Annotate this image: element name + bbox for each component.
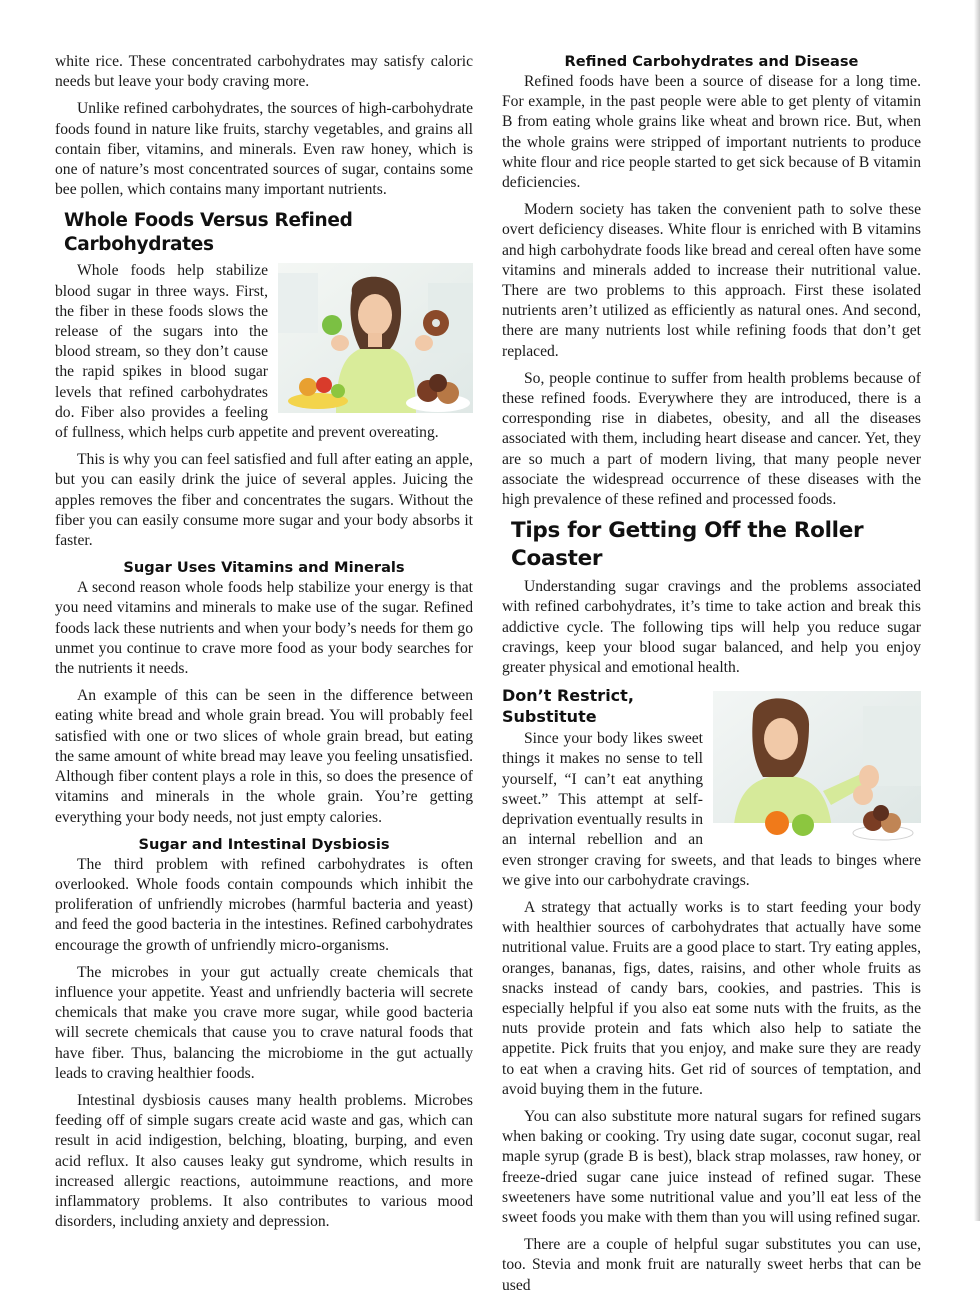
woman-refusing-donuts-illustration: [713, 691, 921, 843]
photo-woman-apple-donut: [278, 263, 473, 413]
subheading-intestinal-dysbiosis: Sugar and Intestinal Dysbiosis: [138, 835, 390, 853]
paragraph: A second reason whole foods help stabilize your energy is that you need vitamins and minerals to make use of the sugar. Refined foods lack these nutrients and when your body’s needs for them go unmet you continue to crave more food as your body searches for the nutrients it needs.: [55, 579, 473, 678]
right-column: [502, 52, 921, 1303]
section-heading-whole-foods: Whole Foods Versus Refined Carbohydrates: [64, 210, 353, 256]
paragraph: So, people continue to suffer from health problems because of these refined foods. Everywhere they are introduced, there is a corresponding rise in diabetes, obesity, and all the diseases associated with them, including heart disease and cancer. Yet, they are so much a part of modern living, that many people never associate the widespread occurrence of these diseases with the high prevalence of these refined and processed foods.: [502, 369, 921, 509]
paragraph: Intestinal dysbiosis causes many health problems. Microbes feeding off of simple sugars create acid waste and gas, which can result in acid indigestion, belching, bloating, burping, and even acid reflux. It also causes leaky gut syndrome, which results in increased allergic reactions, autoimmune reactions, and more inflammatory problems. It also contributes to various mood disorders, including anxiety and depression.: [55, 1091, 473, 1231]
section-heading-tips: Tips for Getting Off the Roller Coaster: [511, 518, 864, 572]
page-edge-shadow: [974, 0, 980, 1221]
paragraph: Understanding sugar cravings and the problems associated with refined carbohydrates, it’s time to take action and break this addictive cycle. The following tips will help you reduce sugar cravings, keep your blood sugar balanced, and help you enjoy greater physical and emotional health.: [502, 578, 921, 677]
subheading-refined-disease: Refined Carbohydrates and Disease: [564, 53, 859, 70]
paragraph: You can also substitute more natural sugars for refined sugars when baking or cooking. Try using date sugar, coconut sugar, real maple syrup (grade B is best), black strap molasses, raw honey, or freeze-dried sugar cane juice instead of refined sugar. These sweeteners have some nutritional value and you’ll eat less of the sweet foods you make with them than you will using refined sugar.: [502, 1107, 921, 1226]
subheading-dont-restrict: Don’t Restrict, Substitute: [502, 686, 634, 727]
paragraph: An example of this can be seen in the difference between eating white bread and whole grain bread. You will probably feel satisfied with one or two slices of whole grain bread, but eating the same amount of white bread may leave you feeling unsatisfied. Although fiber content plays a role in this, so does the presence of vitamins and minerals in the whole grain. You’re getting everything your body needs, not just empty calories.: [55, 687, 473, 826]
paragraph: There are a couple of helpful sugar substitutes you can use, too. Stevia and monk fruit are naturally sweet herbs that can be used: [502, 1236, 921, 1294]
paragraph: This is why you can feel satisfied and full after eating an apple, but you can easily drink the juice of several apples. Juicing the apples removes the fiber and concentrates the sugars. Without the fiber you can easily consume more sugar and your body absorbs it faster.: [55, 451, 473, 550]
subheading-vitamins-minerals: Sugar Uses Vitamins and Minerals: [123, 559, 405, 577]
paragraph: Refined foods have been a source of disease for a long time. For example, in the past people were able to get plenty of vitamin B from eating whole grains like wheat and brown rice. But, when the whole grains were stripped of important nutrients to produce white flour and rice people started to get sick because of B vitamin deficiencies.: [502, 73, 921, 192]
paragraph: The third problem with refined carbohydrates is often overlooked. Whole foods contain compounds which inhibit the proliferation of unfriendly microbes (harmful bacteria and yeast) and feed the good bacteria in the intestines. Refined carbohydrates encourage the growth of unfriendly micro-organisms.: [55, 855, 473, 954]
paragraph: Since your body likes sweet things it makes no sense to tell yourself, “I can’t eat anything sweet.” This attempt at self-deprivation eventually results in an internal rebellion and an even stronger craving for sweets, and that leads to binges where we give into our carbohydrate cravings.: [502, 730, 921, 889]
woman-apple-donut-illustration: [278, 263, 473, 413]
left-column: [55, 52, 473, 1239]
photo-woman-refusing-donuts: [713, 691, 921, 843]
paragraph: The microbes in your gut actually create chemicals that influence your appetite. Yeast and unfriendly bacteria will secrete chemicals that make you crave more sugar, while good bacteria will secrete chemicals that cause you to crave natural foods that have fiber. Thus, balancing the microbiome in the gut actually leads to craving healthier foods.: [55, 963, 473, 1082]
paragraph: Whole foods help stabilize blood sugar in three ways. First, the fiber in these foods slows the release of the sugars into the blood stream, so they don’t cause the rapid spikes in blood sugar levels that refined carbohydrates do. Fiber also provides a feeling of fullness, which helps curb appetite and prevent overeating.: [55, 262, 439, 442]
paragraph: white rice. These concentrated carbohydrates may satisfy caloric needs but leave your body craving more.: [55, 53, 473, 91]
paragraph: A strategy that actually works is to start feeding your body with healthier sources of carbohydrates that actually have some nutritional value. Fruits are a good place to start. Try eating apples, oranges, bananas, figs, dates, raisins, and other whole fruits as snacks instead of candy bars, cookies, and pastries. This is especially helpful if you also eat some nuts with the fruits, as the nuts provide protein and fats which also help to satiate the appetite. Pick fruits that you enjoy, and make sure they are ready to eat when a craving hits. Get rid of sources of temptation, and avoid buying them in the future.: [502, 898, 921, 1098]
paragraph: Modern society has taken the convenient path to solve these overt deficiency diseases. White flour is enriched with B vitamins and high carbohydrate foods like bread and cereal often have some vitamins and minerals added to increase their nutritional value. There are two problems to this approach. First these isolated nutrients aren’t utilized as efficiently as natural ones. And second, there are many nutrients lost while refining foods that don’t get replaced.: [502, 201, 921, 360]
paragraph: Unlike refined carbohydrates, the sources of high-carbohydrate foods found in nature like fruits, starchy vegetables, and grains all contain fiber, vitamins, and minerals. Even raw honey, which is one of nature’s most concentrated sources of sugar, contains some bee pollen, which contains many important nutrients.: [55, 100, 473, 199]
